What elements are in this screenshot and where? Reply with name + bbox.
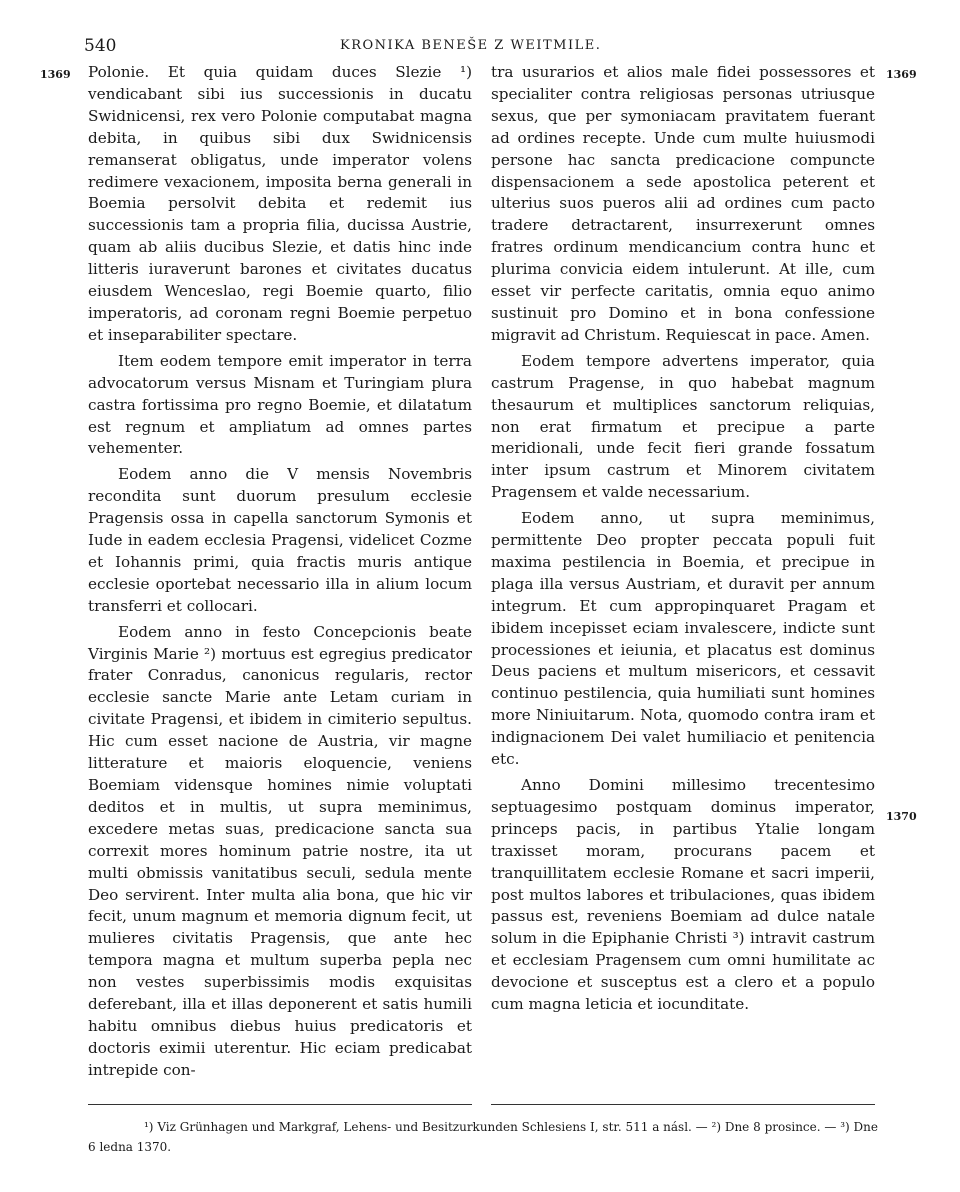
footnotes: ¹) Viz Grünhagen und Markgraf, Lehens- und Besitzurkunden Schlesiens I, str. 511 a násl. — ²) Dne 8 prosince. — ³) Dne 6 ledna 1370. [88, 1120, 878, 1154]
paragraph: Eodem anno, ut supra meminimus, permittente Deo propter peccata populi fuit maxima pestilencia in Boemia, et precipue in plaga illa versus Austriam, et duravit per annum integrum. Et cum appropinquaret Pragam et ibidem incepisset eciam invalescere, indicte sunt processiones et ieiunia, et placatus est dominus Deus paciens et multum misericors, et cessavit continuo pestilencia, quia humiliati sunt homines more Niniuitarum. Nota, quomodo contra iram et indignacionem Dei valet humiliacio et penitencia etc. [491, 509, 875, 769]
running-title: KRONIKA BENEŠE Z WEITMILE. [340, 38, 602, 53]
margin-year-right-lower: 1370 [886, 810, 917, 823]
paragraph: tra usurarios et alios male fidei possessores et specialiter contra religiosas personas utriusque sexus, que per symoniacam pravitatem fuerant ad ordines recepte. Unde cum multe huiusmodi persone hac sancta predicacione compuncte dispensacionem a sede apostolica peterent et ulterius suos pueros alii ad ordines cum pacto tradere detractarent, insurrexerunt omnes fratres ordinum mendicancium contra hunc et plurima convicia eidem intulerunt. At ille, cum esset vir perfecte caritatis, omnia equo animo sustinuit pro Domino et in bona confessione migravit ad Christum. Requiescat in pace. Amen. [491, 63, 875, 344]
page-number: 540 [84, 36, 117, 56]
right-text-column [491, 62, 875, 1016]
paragraph: Anno Domini millesimo trecentesimo septuagesimo postquam dominus imperator, princeps pacis, in partibus Ytalie longam traxisset moram, procurans pacem et tranquillitatem ecclesie Romane et sacri imperii, post multos labores et tribulaciones, quas ibidem passus est, reveniens Boemiam ad dulce natale solum in die Epiphanie Christi ³) intravit castrum et ecclesiam Pragensem cum omni humilitate ac devocione et susceptus est a clero et a populo cum magna leticia et iocunditate. [491, 776, 875, 1014]
margin-year-left: 1369 [40, 68, 71, 81]
left-text-column [88, 62, 472, 1082]
page-header [0, 36, 960, 56]
paragraph: Item eodem tempore emit imperator in terra advocatorum versus Misnam et Turingiam plura castra fortissima pro regno Boemie, et dilatatum est regnum et ampliatum ad omnes partes vehementer. [88, 351, 472, 458]
paragraph: Eodem anno die V mensis Novembris recondita sunt duorum presulum ecclesie Pragensis ossa in capella sanctorum Symonis et Iude in eadem ecclesia Pragensi, videlicet Cozme et Iohannis primi, quia fractis muris antique ecclesie oportebat necessario illa in alium locum transferri et collocari. [88, 465, 472, 615]
paragraph: Eodem anno in festo Concepcionis beate Virginis Marie ²) mortuus est egregius predicator frater Conradus, canonicus regularis, rector ecclesie sancte Marie ante Letam curiam in civitate Pragensi, et ibidem in cimiterio sepultus. Hic cum esset nacione de Austria, vir magne litterature et maioris eloquencie, veniens Boemiam vidensque homines nimie voluptati deditos et in multis, ut supra meminimus, excedere metas suas, predicacione sancta sua correxit mores hominum patrie nostre, ita ut multi obmissis vanitatibus seculi, sedula mente Deo servirent. Inter multa alia bona, que hic vir fecit, unum magnum et memoria dignum fecit, ut mulieres civitatis Pragensis, que ante hec tempora magna et multum superba pepla nec non vestes superbissimis modis exquisitas deferebant, illa et illas deponerent et satis humili habitu omnibus diebus huius predicatoris et doctoris eximii uterentur. Hic eciam predicabat intrepide con- [88, 622, 472, 1079]
footnote-divider-left [88, 1104, 472, 1105]
paragraph: Eodem tempore advertens imperator, quia castrum Pragense, in quo habebat magnum thesaurum et multiplices sanctorum reliquias, non erat firmatum et precipue a parte meridionali, unde fecit fieri grande fossatum inter ipsum castrum et Minorem civitatem Pragensem et valde necessarium. [491, 351, 875, 502]
footnote-divider-right [491, 1104, 875, 1105]
margin-year-right-top: 1369 [886, 68, 917, 81]
paragraph: Polonie. Et quia quidam duces Slezie ¹) vendicabant sibi ius successionis in ducatu Swidnicensi, rex vero Polonie computabat magna debita, in quibus sibi dux Swidnicensis remanserat obligatus, unde imperator volens redimere vexacionem, imposita berna generali in Boemia persolvit debita et redemit ius successionis tam a propria filia, ducissa Austrie, quam ab aliis ducibus Slezie, et datis hinc inde litteris iuraverunt barones et civitates ducatus eiusdem Wenceslao, regi Boemie quarto, filio imperatoris, ad coronam regni Boemie perpetuo et inseparabiliter spectare. [88, 63, 472, 344]
